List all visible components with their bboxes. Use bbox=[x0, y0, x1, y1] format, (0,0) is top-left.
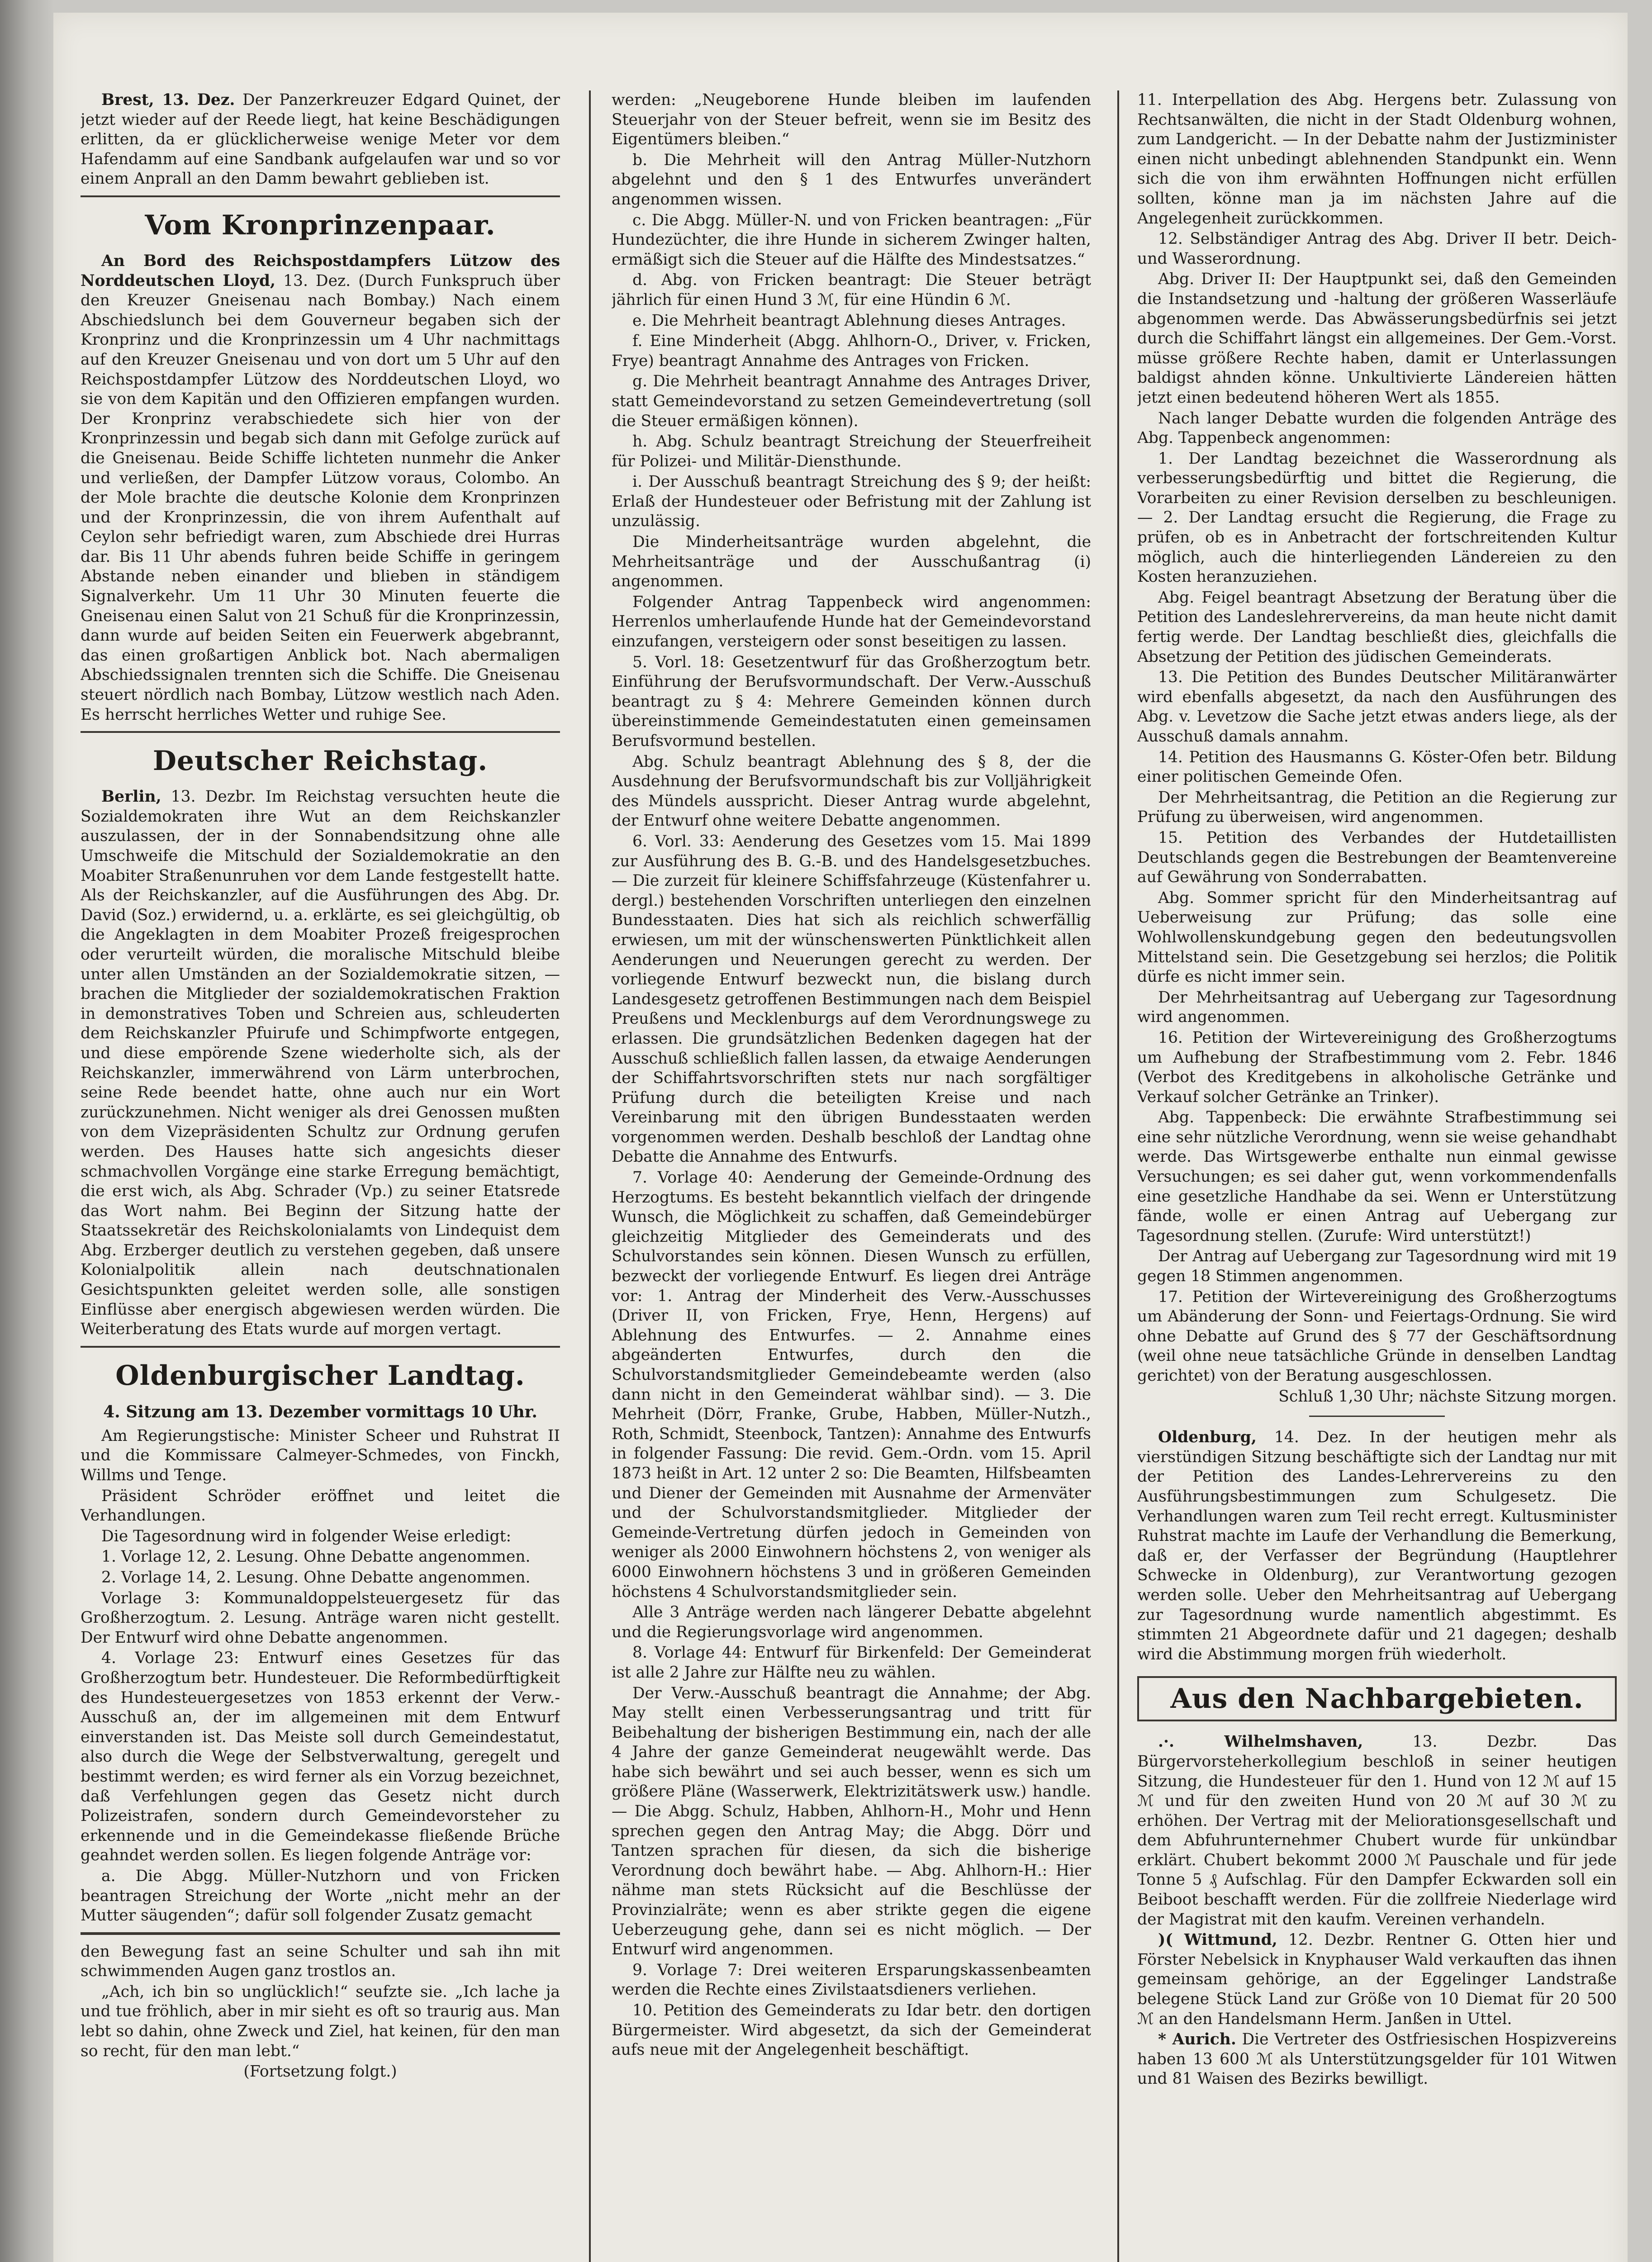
landtag-paragraph: 11. Interpellation des Abg. Hergens betr. Zulassung von Rechtsanwälten, die nicht in der Stadt Oldenburg wohnen, zum Landgericht. — In der Debatte nahm der Justizminister einen nicht unbedingt ablehnenden Standpunkt ein. Wenn sich die von ihm erwähnten Hoffnungen nicht erfüllen sollten, könne man ja im nächsten Jahre auf die Angelegenheit zurückkommen. bbox=[1137, 91, 1617, 228]
landtag-paragraph: a. Die Abgg. Müller-Nutzhorn und von Fricken beantragen Streichung der Worte „nicht mehr an der Mutter säugenden“; dafür soll folgender Zusatz gemacht bbox=[81, 1867, 560, 1925]
landtag-paragraph: Der Mehrheitsantrag, die Petition an die Regierung zur Prüfung zu überweisen, wird angenommen. bbox=[1137, 788, 1617, 827]
landtag-subheading: 4. Sitzung am 13. Dezember vormittags 10 Uhr. bbox=[103, 1402, 537, 1421]
brest-article: Brest, 13. Dez. Der Panzerkreuzer Edgard Quinet, der jetzt wieder auf der Reede liegt, hat keine Beschädigungen erlitten, da er glücklicherweise wenige Meter vor dem Hafendamm auf eine Sandbank aufgelaufen war und so vor einem Anprall an den Damm bewahrt geblieben ist. bbox=[81, 91, 560, 188]
article-divider bbox=[81, 195, 560, 197]
landtag-paragraph: 7. Vorlage 40: Aenderung der Gemeinde-Ordnung des Herzogtums. Es besteht bekanntlich vielfach der dringende Wunsch, die Möglichkeit zu schaffen, daß Gemeindebürger gleichzeitig Mitglieder des Gemeinderats und des Schulvorstandes sein können. Diesen Wunsch zu erfüllen, bezweckt der vorliegende Entwurf. Es liegen drei Anträge vor: 1. Antrag der Minderheit des Verw.-Ausschusses (Driver II, von Fricken, Frye, Henn, Hergens) auf Ablehnung des Entwurfes. — 2. Annahme eines abgeänderten Entwurfes, durch den die Schulvorstandsmitglieder Gemeindebeamte werden (also dann nicht in den Gemeinderat wählbar sind). — 3. Die Mehrheit (Dörr, Franke, Grube, Habben, Müller-Nutzh., Roth, Schmidt, Steenbock, Tantzen): Annahme des Entwurfs in folgender Fassung: Die revid. Gem.-Ordn. vom 15. April 1873 heißt in Art. 12 unter 2 so: Die Beamten, Hilfsbeamten und Diener der Gemeinden mit Ausnahme der Armenväter und der Schulvorstandsmitglieder. Mitglieder der Gemeinde-Vertretung dürfen jedoch in Gemeinden von weniger als 2000 Einwohnern höchstens 2, von weniger als 6000 Einwohnern höchstens 3 und in größeren Gemeinden höchstens 4 Schulvorstandsmitglieder sein. bbox=[612, 1169, 1091, 1601]
nachbar-heading-box bbox=[1137, 1676, 1617, 1721]
landtag-paragraph: Abg. Sommer spricht für den Minderheitsantrag auf Ueberweisung zur Prüfung; das solle eine Wohlwollenskundgebung gegen den bedeutungsvollen Mittelstand sein. Die Gesetzgebung sei herzlos; die Politik dürfe es nicht immer sein. bbox=[1137, 889, 1617, 986]
landtag-paragraph: Alle 3 Anträge werden nach längerer Debatte abgelehnt und die Regierungsvorlage wird angenommen. bbox=[612, 1603, 1091, 1641]
kronprinz-heading: Vom Kronprinzenpaar. bbox=[145, 209, 496, 241]
landtag-paragraph: Der Mehrheitsantrag auf Uebergang zur Tagesordnung wird angenommen. bbox=[1137, 988, 1617, 1026]
landtag-paragraph: Nach langer Debatte wurden die folgenden Anträge des Abg. Tappenbeck angenommen: bbox=[1137, 409, 1617, 447]
column-right bbox=[1137, 90, 1617, 2262]
short-divider bbox=[1309, 1416, 1445, 1417]
landtag-paragraph: b. Die Mehrheit will den Antrag Müller-Nutzhorn abgelehnt und den § 1 des Entwurfes unverändert angenommen wissen. bbox=[612, 151, 1091, 209]
landtag-paragraph: 13. Die Petition des Bundes Deutscher Militäranwärter wird ebenfalls abgesetzt, da nach den Ausführungen des Abg. v. Levetzow die Sache jetzt etwas anders liege, als der Ausschuß damals annahm. bbox=[1137, 668, 1617, 746]
landtag-paragraph: Präsident Schröder eröffnet und leitet die Verhandlungen. bbox=[81, 1487, 560, 1525]
column-rule bbox=[1117, 90, 1119, 2262]
landtag-paragraph: 9. Vorlage 7: Drei weiteren Ersparungskassenbeamten werden die Rechte eines Zivilstaatsdieners verliehen. bbox=[612, 1961, 1091, 1999]
landtag-paragraph: g. Die Mehrheit beantragt Annahme des Antrages Driver, statt Gemeindevorstand zu setzen Gemeindevertretung (soll die Steuer ermäßigen können). bbox=[612, 372, 1091, 430]
landtag-paragraph: Abg. Tappenbeck: Die erwähnte Strafbestimmung sei eine sehr nützliche Verordnung, wenn sie weise gehandhabt werde. Das Wirtsgewerbe enthalte nun einmal gewisse Versuchungen; es sei daher gut, wenn vorkommendenfalls eine gesetzliche Handhabe da sei. Wenn er Unterstützung fände, wolle er einen Antrag auf Uebergang zur Tagesordnung stellen. (Zurufe: Wird unterstützt!) bbox=[1137, 1108, 1617, 1245]
landtag-paragraph: 2. Vorlage 14, 2. Lesung. Ohne Debatte angenommen. bbox=[101, 1568, 531, 1587]
landtag-paragraph: Vorlage 3: Kommunaldoppelsteuergesetz für das Großherzogtum. 2. Lesung. Anträge waren nicht gestellt. Der Entwurf wird ohne Debatte angenommen. bbox=[81, 1589, 560, 1647]
landtag-paragraph: Abg. Feigel beantragt Absetzung der Beratung über die Petition des Landeslehrervereins, da man heute nicht damit fertig werde. Der Landtag beschließt dies, gleichfalls die Absetzung der Petition des jüdischen Gemeinderats. bbox=[1137, 588, 1617, 666]
feuilleton-paragraph: den Bewegung fast an seine Schulter und sah ihn mit schwimmenden Augen ganz trostlos an. bbox=[81, 1942, 560, 1981]
landtag-paragraph: Der Verw.-Ausschuß beantragt die Annahme; der Abg. May stellt einen Verbesserungsantrag und tritt für Beibehaltung der bisherigen Bestimmung ein, nach der alle 4 Jahre der ganze Gemeinderat neugewählt werde. Das habe sich bewährt und sei auch besser, wenn es sich um größere Pläne (Wasserwerk, Elektrizitätswerk usw.) handle. — Die Abgg. Schulz, Habben, Ahlhorn-H., Mohr und Henn sprechen gegen den Antrag May; die Abgg. Dörr und Tantzen sprachen für diesen, da sich die bisherige Verordnung doch bewährt habe. — Abg. Ahlhorn-H.: Hier nähme man stets Rücksicht auf die Beschlüsse der Provinzialräte; wenn es aber strikte gegen die eigene Ueberzeugung gehe, dann sei es nicht möglich. — Der Entwurf wird angenommen. bbox=[612, 1684, 1091, 1959]
landtag-paragraph: h. Abg. Schulz beantragt Streichung der Steuerfreiheit für Polizei- und Militär-Diensthunde. bbox=[612, 432, 1091, 470]
landtag-paragraph: 17. Petition der Wirtevereinigung des Großherzogtums um Abänderung der Sonn- und Feiertags-Ordnung. Sie wird ohne Debatte auf Grund des § 77 der Geschäftsordnung (weil ohne neue tatsächliche Gründe in denselben Landtag gerichtet) von der Beratung ausgeschlossen. bbox=[1137, 1288, 1617, 1385]
landtag-paragraph: c. Die Abgg. Müller-N. und von Fricken beantragen: „Für Hundezüchter, die ihre Hunde in sicherem Zwinger halten, ermäßigt sich die Steuer auf die Hälfte des Mindestsatzes.“ bbox=[612, 211, 1091, 269]
wittmund-article: )( Wittmund, 12. Dezbr. Rentner G. Otten hier und Förster Nebelsick in Knyphauser Wald verkauften das ihnen gemeinsam gehörige, an der Eggelinger Landstraße belegene Stück Land zur Größe von 10 Diemat für 20 500 ℳ an den Handelsmann Herm. Janßen in Uttel. bbox=[1137, 1931, 1617, 2028]
column-left bbox=[81, 90, 560, 2262]
kronprinz-article: An Bord des Reichspostdampfers Lützow des Norddeutschen Lloyd, 13. Dez. (Durch Funkspruch über den Kreuzer Gneisenau nach Bombay.) Nach einem Abschiedslunch bei dem Gouverneur begaben sich der Kronprinz und die Kronprinzessin um 4 Uhr nachmittags auf den Kreuzer Gneisenau und von dort um 5 Uhr auf den Reichspostdampfer Lützow des Norddeutschen Lloyd, wo sie von dem Kapitän und den Offizieren empfangen wurden. Der Kronprinz verabschiedete sich hier von der Kronprinzessin und begab sich dann mit Gefolge zurück auf die Gneisenau. Beide Schiffe lichteten nunmehr die Anker und verließen, der Dampfer Lützow voraus, Colombo. An der Mole brachte die deutsche Kolonie dem Kronprinzen und der Kronprinzessin, die von ihrem Aufenthalt auf Ceylon sehr befriedigt waren, zum Abschiede drei Hurras dar. Bis 11 Uhr abends fuhren beide Schiffe in geringem Abstande neben einander und blieben in ständigem Signalverkehr. Um 11 Uhr 30 Minuten feuerte die Gneisenau einen Salut von 21 Schuß für die Kronprinzessin, dann wurde auf beiden Seiten ein Feuerwerk abgebrannt, das einen großartigen Anblick bot. Nach abermaligen Abschiedssignalen trennten sich die Schiffe. Die Gneisenau steuert nördlich nach Bombay, Lützow westlich nach Aden. Es herrscht herrliches Wetter und ruhige See. bbox=[81, 252, 560, 724]
landtag-paragraph: i. Der Ausschuß beantragt Streichung des § 9; der heißt: Erlaß der Hundesteuer oder Befristung mit der Zahlung ist unzulässig. bbox=[612, 473, 1091, 531]
landtag-paragraph: 15. Petition des Verbandes der Hutdetaillisten Deutschlands gegen die Bestrebungen der Beamtenvereine auf Gewährung von Sonderrabatten. bbox=[1137, 828, 1617, 887]
landtag-paragraph: 10. Petition des Gemeinderats zu Idar betr. den dortigen Bürgermeister. Wird abgesetzt, da sich der Gemeinderat aufs neue mit der Angelegenheit beschäftigt. bbox=[612, 2001, 1091, 2059]
reichstag-heading: Deutscher Reichstag. bbox=[152, 745, 488, 777]
book-binding bbox=[0, 0, 53, 2262]
landtag-paragraph: 8. Vorlage 44: Entwurf für Birkenfeld: Der Gemeinderat ist alle 2 Jahre zur Hälfte neu zu wählen. bbox=[612, 1644, 1091, 1682]
oldenburg-article: Oldenburg, 14. Dez. In der heutigen mehr als vierstündigen Sitzung beschäftigte sich der Landtag nur mit der Petition des Landes-Lehrervereins zu den Ausführungsbestimmungen zum Schulgesetz. Die Verhandlungen waren zum Teil recht erregt. Kultusminister Ruhstrat machte im Laufe der Verhandlung die Bemerkung, daß er, der Verfasser der Begründung (Hauptlehrer Schwecke in Oldenburg), zur Verantwortung gezogen werden solle. Ueber den Mehrheitsantrag auf Uebergang zur Tagesordnung wurde namentlich abgestimmt. Es stimmten 21 Abgeordnete dafür und 21 dagegen; deshalb wird die Abstimmung morgen früh wiederholt. bbox=[1137, 1428, 1617, 1663]
article-divider bbox=[81, 731, 560, 733]
wilhelmshaven-article: .·. Wilhelmshaven, 13. Dezbr. Das Bürgervorsteherkollegium beschloß in seiner heutigen Sitzung, die Hundesteuer für den 1. Hund von 12 ℳ auf 15 ℳ und für den zweiten Hund von 20 ℳ auf 30 ℳ zu erhöhen. Der Vertrag mit der Meliorationsgesellschaft und dem Abfuhrunternehmer Chubert wurde für unkündbar erklärt. Chubert bekommt 2000 ℳ Pauschale und für jede Tonne 5 ₰ Aufschlag. Für den Dampfer Eckwarden soll ein Beiboot beschafft werden. Für die zollfreie Niederlage wird der Magistrat mit den kaufm. Vereinen verhandeln. bbox=[1137, 1733, 1617, 1929]
landtag-paragraph: Der Antrag auf Uebergang zur Tagesordnung wird mit 19 gegen 18 Stimmen angenommen. bbox=[1137, 1247, 1617, 1286]
landtag-paragraph: 5. Vorl. 18: Gesetzentwurf für das Großherzogtum betr. Einführung der Berufsvormundschaft. Der Verw.-Ausschuß beantragt zu § 4: Mehrere Gemeinden können durch übereinstimmende Gemeindestatuten einen gemeinsamen Berufsvormund bestellen. bbox=[612, 653, 1091, 750]
landtag-paragraph: Abg. Driver II: Der Hauptpunkt sei, daß den Gemeinden die Instandsetzung und -haltung der größeren Wasserläufe abgenommen werde. Das Abwässerungsbedürfnis sei jetzt durch die Schiffahrt längst ein allgemeines. Der Gem.-Vorst. müsse größere Rechte haben, damit er Unterlassungen baldigst ahnden könne. Unkultivierte Ländereien hätten jetzt einen bedeutend höheren Wert als 1855. bbox=[1137, 270, 1617, 407]
landtag-paragraph: werden: „Neugeborene Hunde bleiben im laufenden Steuerjahr von der Steuer befreit, wenn sie im Besitz des Eigentümers bleiben.“ bbox=[612, 91, 1091, 149]
landtag-heading: Oldenburgischer Landtag. bbox=[115, 1359, 525, 1392]
landtag-paragraph: f. Eine Minderheit (Abgg. Ahlhorn-O., Driver, v. Fricken, Frye) beantragt Annahme des Antrages von Fricken. bbox=[612, 332, 1091, 370]
aurich-article: * Aurich. Die Vertreter des Ostfriesischen Hospizvereins haben 13 600 ℳ als Unterstützungsgelder für 101 Witwen und 81 Waisen des Bezirks bewilligt. bbox=[1137, 2030, 1617, 2088]
landtag-paragraph: e. Die Mehrheit beantragt Ablehnung dieses Antrages. bbox=[632, 311, 1066, 330]
landtag-paragraph: 6. Vorl. 33: Aenderung des Gesetzes vom 15. Mai 1899 zur Ausführung des B. G.-B. und des Handelsgesetzbuches. — Die zurzeit für kleinere Schiffsfahrzeuge (Küstenfahrer u. dergl.) bestehenden Vorschriften unterliegen den einzelnen Bundesstaaten. Dies hat sich als reichlich schwerfällig erwiesen, um mit der wünschenswerten Pünktlichkeit allen Aenderungen und Neuerungen gerecht zu werden. Der vorliegende Entwurf bezweckt nun, die bislang durch Landesgesetz getroffenen Bestimmungen nach dem Beispiel Preußens und Mecklenburgs auf dem Verordnungswege zu erlassen. Die grundsätzlichen Bedenken dagegen hat der Ausschuß schließlich fallen lassen, da etwaige Aenderungen der Schiffahrtsvorschriften stets nur nach sorgfältiger Prüfung durch die beteiligten Kreise und nach Vereinbarung mit den übrigen Bundesstaaten werden vorgenommen werden. Deshalb beschloß der Landtag ohne Debatte die Annahme des Entwurfs. bbox=[612, 832, 1091, 1166]
landtag-paragraph: 4. Vorlage 23: Entwurf eines Gesetzes für das Großherzogtum betr. Hundesteuer. Die Reformbedürftigkeit des Hundesteuergesetzes von 1853 erkennt der Verw.-Ausschuß an, der im allgemeinen mit dem Entwurf einverstanden ist. Das Meiste soll durch Gemeindestatut, also durch die Wege der Selbstverwaltung, geregelt und bestimmt werden; es wird ferner als ein Vorzug bezeichnet, daß Verfehlungen gegen das Gesetz nicht durch Polizeistrafen, sondern durch Gemeindevorsteher zu erkennende und in die Gemeindekasse fließende Brüche geahndet werden sollen. Es liegen folgende Anträge vor: bbox=[81, 1649, 560, 1865]
landtag-paragraph: Am Regierungstische: Minister Scheer und Ruhstrat II und die Kommissare Calmeyer-Schmedes, von Finckh, Willms und Tenge. bbox=[81, 1426, 560, 1485]
landtag-paragraph: 16. Petition der Wirtevereinigung des Großherzogtums um Aufhebung der Strafbestimmung vom 2. Febr. 1846 (Verbot des Kreditgebens in alkoholische Getränke und Verkauf solcher Getränke an Trinker). bbox=[1137, 1028, 1617, 1106]
nachbar-heading: Aus den Nachbargebieten. bbox=[1170, 1683, 1584, 1715]
landtag-paragraph: 1. Der Landtag bezeichnet die Wasserordnung als verbesserungsbedürftig und bittet die Regierung, die Vorarbeiten zu einer Revision derselben zu beschleunigen. — 2. Der Landtag ersucht die Regierung, die Frage zu prüfen, ob es in Anbetracht der fortschreitenden Kultur möglich, auch die hinterliegenden Ländereien zu den Kosten heranzuziehen. bbox=[1137, 449, 1617, 586]
article-divider bbox=[81, 1346, 560, 1348]
column-rule bbox=[589, 90, 591, 2262]
landtag-paragraph: Abg. Schulz beantragt Ablehnung des § 8, der die Ausdehnung der Berufsvormundschaft bis zur Volljährigkeit des Mündels ausspricht. Dieser Antrag wurde abgelehnt, der Entwurf ohne weitere Debatte angenommen. bbox=[612, 752, 1091, 830]
landtag-paragraph: 14. Petition des Hausmanns G. Köster-Ofen betr. Bildung einer politischen Gemeinde Ofen. bbox=[1137, 748, 1617, 786]
continuation-note: (Fortsetzung folgt.) bbox=[243, 2062, 397, 2081]
reichstag-article: Berlin, 13. Dezbr. Im Reichstag versuchten heute die Sozialdemokraten ihre Wut an dem Reichskanzler auszulassen, der in der Sonnabendsitzung ohne alle Umschweife die Mitschuld der Sozialdemokratie an den Moabiter Straßenunruhen vor dem Lande festgestellt hatte. Als der Reichskanzler, auf die Ausführungen des Abg. Dr. David (Soz.) erwidernd, u. a. erklärte, es sei gleichgültig, ob die Angeklagten in dem Moabiter Prozeß freigesprochen oder verurteilt würden, die moralische Mitschuld bleibe unter allen Umständen an der Sozialdemokratie sitzen, — brachen die Mitglieder der sozialdemokratischen Fraktion in demonstratives Toben und Schreien aus, schleuderten dem Reichskanzler Pfuirufe und Schimpfworte entgegen, und diese empörende Szene wiederholte sich, als der Reichskanzler, immerwährend von Lärm unterbrochen, seine Rede beendet hatte, ohne auch nur ein Wort zurückzunehmen. Nicht weniger als drei Genossen mußten von dem Vizepräsidenten Schultz zur Ordnung gerufen werden. Des Hauses hatte sich angesichts dieser schmachvollen Vorgänge eine starke Erregung bemächtigt, die erst wich, als Abg. Schrader (Vp.) zu seiner Etatsrede das Wort nahm. Bei Beginn der Sitzung hatte der Staatssekretär des Reichskolonialamts von Lindequist dem Abg. Erzberger deutlich zu verstehen gegeben, daß unsere Kolonialpolitik allein nach deutschnationalen Gesichtspunkten geleitet werden solle, alle sonstigen Einflüsse aber energisch abgewiesen werden würden. Die Weiterberatung des Etats wurde auf morgen vertagt. bbox=[81, 788, 560, 1339]
landtag-paragraph: Die Minderheitsanträge wurden abgelehnt, die Mehrheitsanträge und der Ausschußantrag (i) angenommen. bbox=[612, 533, 1091, 591]
landtag-paragraph: d. Abg. von Fricken beantragt: Die Steuer beträgt jährlich für einen Hund 3 ℳ, für eine Hündin 6 ℳ. bbox=[612, 271, 1091, 309]
column-middle bbox=[612, 90, 1091, 2262]
landtag-closing: Schluß 1,30 Uhr; nächste Sitzung morgen. bbox=[1278, 1387, 1617, 1406]
feuilleton-divider bbox=[81, 1932, 560, 1935]
landtag-paragraph: 1. Vorlage 12, 2. Lesung. Ohne Debatte angenommen. bbox=[101, 1548, 531, 1566]
landtag-paragraph: Folgender Antrag Tappenbeck wird angenommen: Herrenlos umherlaufende Hunde hat der Gemeindevorstand einzufangen, versteigern oder sonst beseitigen zu lassen. bbox=[612, 593, 1091, 651]
landtag-paragraph: Die Tagesordnung wird in folgender Weise erledigt: bbox=[101, 1527, 512, 1545]
feuilleton-paragraph: „Ach, ich bin so unglücklich!“ seufzte sie. „Ich lache ja und tue fröhlich, aber in mir sieht es oft so traurig aus. Man lebt so dahin, ohne Zweck und Ziel, hat keinen, für den man so recht, für den man lebt.“ bbox=[81, 1982, 560, 2060]
landtag-paragraph: 12. Selbständiger Antrag des Abg. Driver II betr. Deich- und Wasserordnung. bbox=[1137, 230, 1617, 268]
